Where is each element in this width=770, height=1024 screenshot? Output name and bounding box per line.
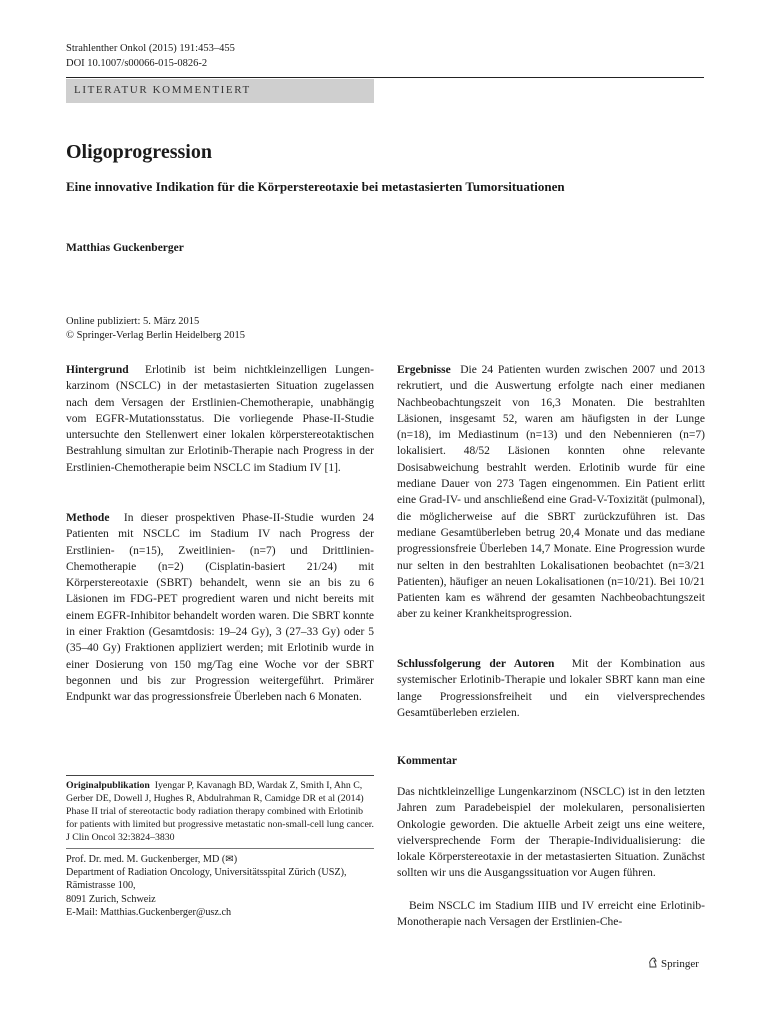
kommentar-para-1: Das nichtkleinzellige Lungenkarzinom (NSCLC) ist in den letzten Jahren zum Paradebeispiel der molekularen, personalisierten Onkologie geworden. Die aktuelle Arbeit zeigt uns eine weitere, vielversprechende Form der Therapie-Individualisierung: die lokale Körperstereotaxie in der metastasierten Situation. Zunächst sollten wir uns die Ausgangssituation vor Augen führen. <box>397 786 705 880</box>
original-publication-rule <box>66 775 374 776</box>
methode-label: Methode <box>66 512 110 524</box>
schluss-label: Schlussfolgerung der Autoren <box>397 658 555 670</box>
hintergrund-label: Hintergrund <box>66 364 129 376</box>
journal-citation <box>66 41 235 71</box>
kommentar-heading: Kommentar <box>397 755 458 767</box>
hintergrund-end: ]. <box>334 461 341 474</box>
abstract-ergebnisse <box>397 362 705 623</box>
article-title: Oligoprogression <box>66 141 212 163</box>
doi: DOI 10.1007/s00066-015-0826-2 <box>66 58 208 69</box>
publisher-name: Springer <box>661 958 699 970</box>
hintergrund-text: Erlotinib ist beim nichtkleinzelligen Lungenkarzinom (NSCLC) in der metastasierten Situation zugelassen nach dem Versagen der Erstlinien-Chemotherapie, unabhängig vom EGFR-Mutationsstatus. Die vorliegende Phase-II-Studie untersuchte den Stellenwert einer lokalen körperstereotaktischen Bestrahlung simultan zur Erlotinib-Therapie nach Progress in der Erstlinien-Chemotherapie beim NSCLC im Stadium IV [ <box>66 364 374 474</box>
reference-link-1[interactable]: 1 <box>328 461 335 474</box>
copyright: © Springer-Verlag Berlin Heidelberg 2015 <box>66 330 246 341</box>
original-publication <box>66 779 374 844</box>
ergebnisse-text: Die 24 Patienten wurden zwischen 2007 und 2013 rekrutiert, und die Auswertung erfolgte nach einer medianen Nachbeobachtungszeit von 16,3 Monaten. Die bestrahlten Läsionen, insgesamt 52, waren am häufigsten in der Lunge (n=18), im Mediastinum (n=13) und den Nebennieren (n=7) lokalisiert. 48/52 Läsionen konnten ohne relevante Dosisabweichung bestrahlt werden. Erlotinib wurde für eine mediane Dauer von 273 Tagen eingenommen. Ein Patient erlitt eine Grad-IV- und anschließend eine Grad-V-Toxizität (pulmonal), die möglicherweise auf die SBRT zurückzuführen ist. Das mediane Gesamtüberleben betrug 20,4 Monate und das mediane progressionsfreie Überleben 14,7 Monate. Eine Progression wurde nur selten in den bestrahlten Lokalisationen beobachtet (n=3/21 Patienten), häufiger an neuen Lokalisationen (n=10/21). Bei 10/21 Patienten kam es während der gesamten Nachbeobachtungszeit aber zu keiner Krankheitsprogression. <box>397 364 705 621</box>
address-name: Prof. Dr. med. M. Guckenberger, MD (✉) <box>66 854 238 865</box>
address-line-3: 8091 Zurich, Schweiz <box>66 893 156 905</box>
origpub-label: Originalpublikation <box>66 780 150 791</box>
address-line-1: Department of Radiation Oncology, Universitätsspital Zürich (USZ), <box>66 867 347 879</box>
springer-knight-icon <box>648 957 658 968</box>
article-subtitle: Eine innovative Indikation für die Körperstereotaxie bei metastasierten Tumorsituationen <box>66 179 565 194</box>
section-banner <box>66 79 374 103</box>
methode-text: In dieser prospektiven Phase-II-Studie wurden 24 Patienten mit NSCLC im Stadium IV nach Progress der Erstlinien- (n=15), Zweitlinien- (n=7) und Drittlinien-Chemotherapie (n=2) (Cisplatin-basiert 21/24) mit Körperstereotaxie (SBRT) behandelt, wenn sie an bis zu 6 Läsionen im FDG-PET progredient waren und nicht bereits mit einem EGFR-Inhibitor behandelt worden waren. Die SBRT konnte in einer Fraktion (Gesamtdosis: 19–24 Gy), 3 (27–33 Gy) oder 5 (35–40 Gy) Fraktionen appliziert werden; mit Erlotinib wurde in einer Dosierung von 150 mg/Tag eine Woche vor der SBRT begonnen und bis zur Progression weitergeführt. Primärer Endpunkt war das progressionsfreie Überleben nach 6 Monaten. <box>66 512 375 704</box>
abstract-schlussfolgerung <box>397 656 705 721</box>
abstract-methode <box>66 510 374 706</box>
schluss-text: Mit der Kombination aus systemischer Erlotinib-Therapie und lokaler SBRT kann man eine lange Progressionsfreiheit und ein vielversprechendes Gesamtüberleben erzielen. <box>397 658 706 719</box>
journal-line: Strahlenther Onkol (2015) 191:453–455 <box>66 43 235 54</box>
address-email: E-Mail: Matthias.Guckenberger@usz.ch <box>66 906 232 918</box>
kommentar-para-2: Beim NSCLC im Stadium IIIB und IV erreicht eine Erlotinib-Monotherapie nach Versagen der Erstlinien-Che- <box>397 900 705 929</box>
section-banner-label: LITERATUR KOMMENTIERT <box>74 84 251 96</box>
origpub-text: Iyengar P, Kavanagh BD, Wardak Z, Smith I, Ahn C, Gerber DE, Dowell J, Hughes R, Abdulrahman R, Camidge DR et al (2014) Phase II trial of stereotactic body radiation therapy combined with Erlotinib for patients with limited but progressive metastatic non-small-cell lung cancer. J Clin Oncol 32:3824–3830 <box>66 780 374 843</box>
publisher-footer <box>648 957 699 970</box>
author-name: Matthias Guckenberger <box>66 242 184 254</box>
address-rule <box>66 848 374 849</box>
publication-info <box>66 315 245 343</box>
ergebnisse-label: Ergebnisse <box>397 364 451 376</box>
abstract-hintergrund <box>66 362 374 476</box>
correspondence-address <box>66 853 374 919</box>
online-date: Online publiziert: 5. März 2015 <box>66 316 200 327</box>
address-line-2: Rämistrasse 100, <box>66 880 136 892</box>
